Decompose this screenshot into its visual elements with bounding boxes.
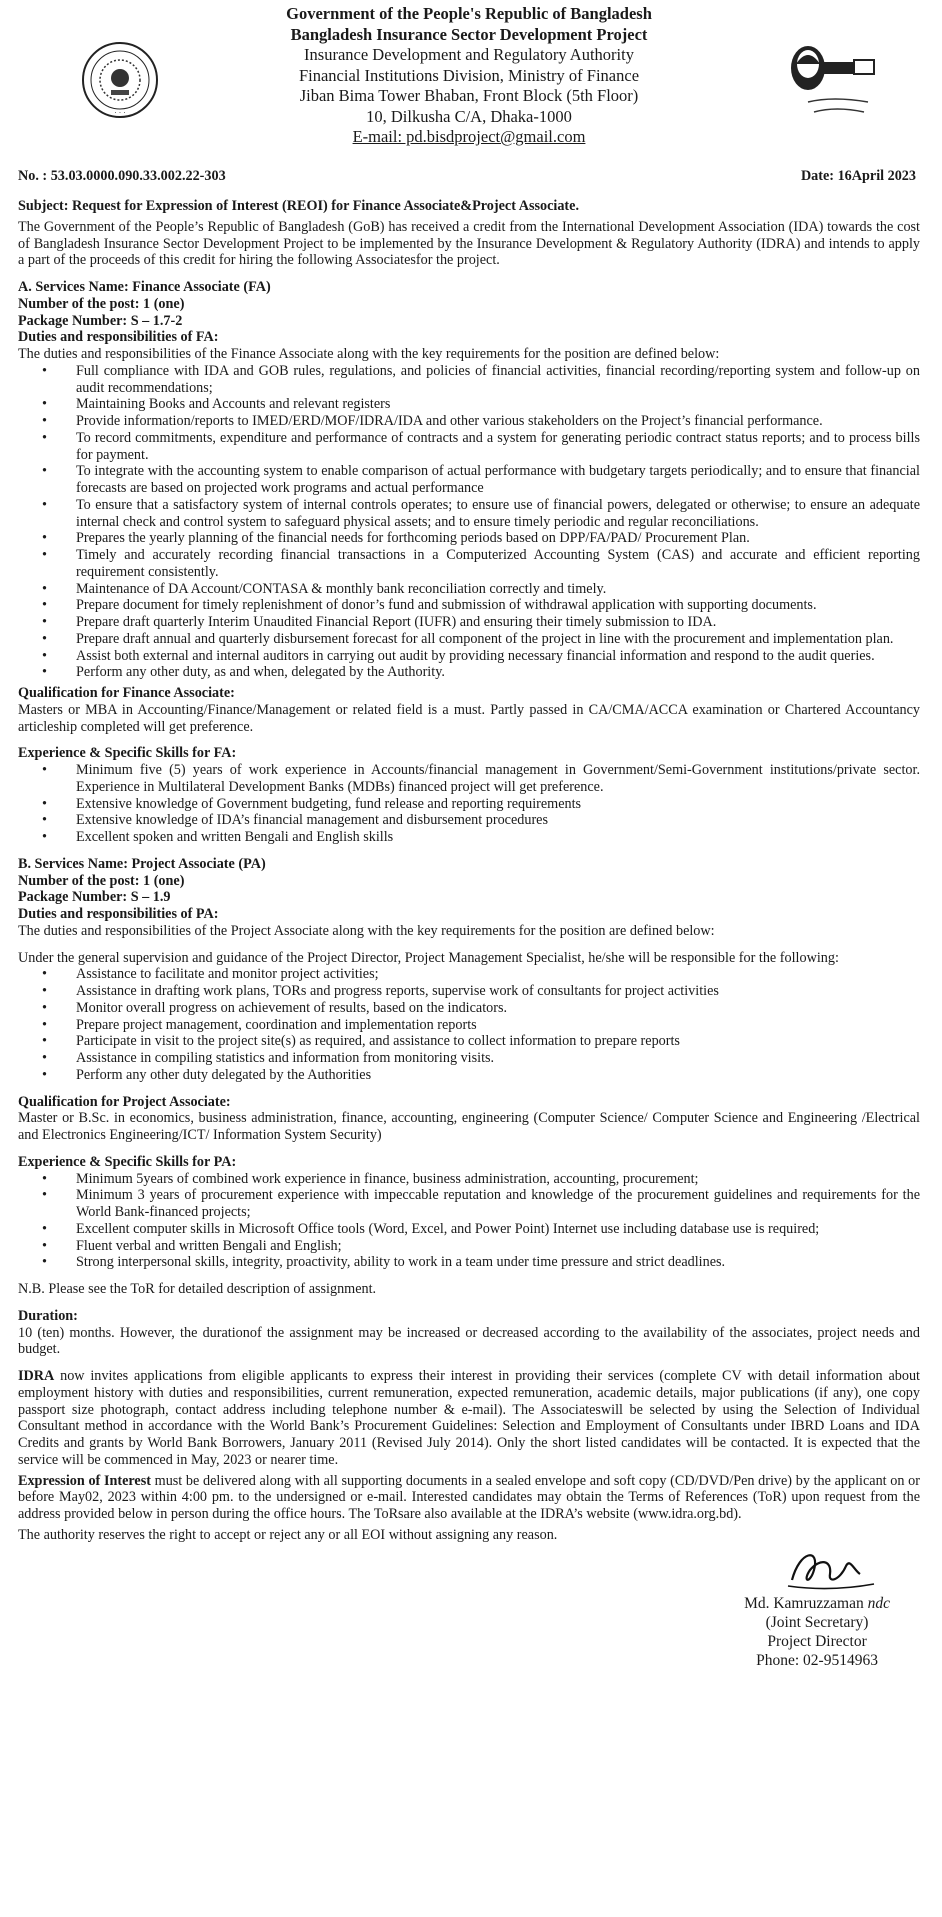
list-item: • Timely and accurately recording financial transactions in a Computerized Accounting System (CAS) and accurate and efficient reporting requirement consistently. [76, 547, 920, 581]
list-item: • Monitor overall progress on achievement of results, based on the indicators. [76, 1000, 920, 1017]
pa-qualification-heading: Qualification for Project Associate: [18, 1093, 231, 1110]
duration-heading: Duration: [18, 1307, 78, 1324]
section-a-posts: Number of the post: 1 (one) [18, 295, 185, 312]
fa-qualification-text: Masters or MBA in Accounting/Finance/Management or related field is a must. Partly passed in CA/CMA/ACCA examination or Chartered Accountancy articleship completed will get preference. [18, 701, 920, 735]
list-item: • Prepare project management, coordination and implementation reports [76, 1017, 920, 1034]
header-line-4: Financial Institutions Division, Ministry of Finance [298, 65, 640, 85]
letterhead [18, 0, 920, 168]
list-item: • Minimum 3 years of procurement experience with impeccable reputation and knowledge of the procurement guidelines and requirements for the World Bank-financed projects; [76, 1187, 920, 1221]
idra-text: now invites applications from eligible applicants to express their interest in providing their services (complete CV with detail information about employment history with duties and responsibilities, current remuneration, expected remuneration, academic details, major publications (if any), one copy passport size photograph, contact address including telephone number & e-mail). The Associateswill be selected by using the Selection of Individual Consultant method in accordance with the World Bank’s Procurement Guidelines: Selection and Employment of Consultants under IBRD Loans and IDA Credits and grants by World Bank Borrowers, January 2011 (Revised July 2014). Only the short listed candidates will be contacted. It is expected that the service will be commenced in May, 2023 or nearer time. [18, 1368, 920, 1468]
idra-lead: IDRA [18, 1368, 55, 1384]
signatory-title-2: Project Director [767, 1632, 867, 1650]
list-item: • Prepare document for timely replenishment of donor’s fund and submission of withdrawal application with supporting documents. [76, 597, 920, 614]
fa-duties-list [18, 363, 920, 681]
list-item: • Prepare draft quarterly Interim Unaudited Financial Report (IUFR) and ensuring their timely submission to IDA. [76, 614, 920, 631]
signatory-title-1: (Joint Secretary) [765, 1613, 869, 1631]
signatory-name-line [744, 1594, 890, 1613]
list-item: • Perform any other duty, as and when, delegated by the Authority. [76, 664, 920, 681]
list-item: • Assistance in compiling statistics and information from monitoring visits. [76, 1050, 920, 1067]
list-item: • Provide information/reports to IMED/ERD/MOF/IDRA/IDA and other various stakeholders on the Project’s financial performance. [76, 413, 920, 430]
fa-qualification-heading: Qualification for Finance Associate: [18, 685, 235, 701]
list-item: • Maintenance of DA Account/CONTASA & monthly bank reconciliation correctly and timely. [76, 581, 920, 598]
reference-row [18, 168, 920, 188]
list-item: • Assistance in drafting work plans, TORs and progress reports, supervise work of consultants for project activities [76, 983, 920, 1000]
list-item: • To ensure that a satisfactory system of internal controls operates; to ensure use of financial powers, delegated or otherwise; to ensure an adequate internal check and control system to safeguard physical assets; and to ensure timely periodic and regular reconciliations. [76, 497, 920, 531]
section-b-duties-intro: The duties and responsibilities of the Project Associate along with the key requirements for the position are defined below: [18, 922, 715, 939]
list-item: • Prepares the yearly planning of the financial needs for forthcoming periods based on DPP/FA/PAD/ Procurement Plan. [76, 530, 920, 547]
eoi-paragraph [18, 1473, 920, 1523]
list-item: • Extensive knowledge of Government budgeting, fund release and reporting requirements [76, 796, 920, 813]
pa-duties-list [18, 966, 920, 1083]
signatory-details [744, 1594, 890, 1670]
header-line-2: Bangladesh Insurance Sector Development Project [290, 24, 648, 44]
eoi-text: must be delivered along with all supporting documents in a sealed envelope and soft copy (CD/DVD/Pen drive) by the applicant on or before May02, 2023 within 4:00 pm. to the undersigned or e-mail. Interested candidates may obtain the Terms of References (ToR) upon request from the address provided below in person during the office hours. The ToRsare also available at the IDRA’s website (www.idra.org.bd). [18, 1472, 920, 1522]
reservation-note: The authority reserves the right to accept or reject any or all EOI without assigning any reason. [18, 1526, 558, 1543]
intro-paragraph: The Government of the People’s Republic of Bangladesh (GoB) has received a credit from the International Development Association (IDA) towards the cost of Bangladesh Insurance Sector Development Project to be implemented by the Insurance Development & Regulatory Authority (IDRA) and intends to apply a part of the proceeds of this credit for hiring the following Associatesfor the project. [18, 218, 920, 269]
section-b-package: Package Number: S – 1.9 [18, 889, 171, 906]
list-item: • Participate in visit to the project site(s) as required, and assistance to collect information to prepare reports [76, 1033, 920, 1050]
header-email[interactable]: E-mail: pd.bisdproject@gmail.com [352, 127, 586, 146]
svg-text:· · ·: · · · [114, 109, 126, 117]
header-line-1: Government of the People's Republic of Bangladesh [286, 4, 652, 23]
idra-paragraph [18, 1368, 920, 1469]
signature-block [18, 1544, 920, 1674]
list-item: • Minimum 5years of combined work experience in finance, business administration, accounting, procurement; [76, 1171, 920, 1188]
section-b-title: B. Services Name: Project Associate (PA) [18, 855, 266, 872]
subject-line: Subject: Request for Expression of Interest (REOI) for Finance Associate&Project Associate. [18, 198, 579, 214]
section-a-title: A. Services Name: Finance Associate (FA) [18, 279, 271, 295]
list-item: • Full compliance with IDA and GOB rules, regulations, and policies of financial activities, financial recording/reporting system and follow-up on audit recommendations; [76, 363, 920, 397]
header-line-6: 10, Dilkusha C/A, Dhaka-1000 [366, 106, 572, 126]
pa-qualification-text: Master or B.Sc. in economics, business administration, finance, accounting, engineering (Computer Science/ Computer Science and Engineering /Electrical and Electronics Engineering/ICT/ Information System Security) [18, 1110, 920, 1143]
list-item: • Excellent computer skills in Microsoft Office tools (Word, Excel, and Power Point) Internet use including database use is required; [76, 1221, 920, 1238]
list-item: • Strong interpersonal skills, integrity, proactivity, ability to work in a team under time pressure and strict deadlines. [76, 1254, 920, 1271]
list-item: • Minimum five (5) years of work experience in Accounts/financial management in Government/Semi-Government institutions/private sector. Experience in Multilateral Development Banks (MDBs) financed project will get preference. [76, 762, 920, 796]
section-a-package: Package Number: S – 1.7-2 [18, 312, 183, 329]
nb-note: N.B. Please see the ToR for detailed description of assignment. [18, 1281, 377, 1297]
list-item: • Assistance to facilitate and monitor project activities; [76, 966, 920, 983]
fa-experience-list [18, 762, 920, 846]
section-b-posts: Number of the post: 1 (one) [18, 872, 185, 889]
list-item: • Assist both external and internal auditors in carrying out audit by providing necessary financial information and respond to the audit queries. [76, 648, 920, 665]
pa-experience-list [18, 1171, 920, 1272]
list-item: • Fluent verbal and written Bengali and English; [76, 1238, 920, 1255]
list-item: • Excellent spoken and written Bengali and English skills [76, 829, 920, 846]
section-a-duties-heading: Duties and responsibilities of FA: [18, 329, 219, 346]
list-item: • Maintaining Books and Accounts and relevant registers [76, 396, 920, 413]
section-b-duties-heading: Duties and responsibilities of PA: [18, 906, 219, 922]
fa-experience-heading: Experience & Specific Skills for FA: [18, 745, 237, 762]
section-a-duties-intro: The duties and responsibilities of the Finance Associate along with the key requirements for the position are defined below: [18, 346, 720, 362]
signatory-suffix: ndc [867, 1594, 890, 1612]
duration-text: 10 (ten) months. However, the durationof the assignment may be increased or decreased according to the availability of the associates, project needs and budget. [18, 1324, 920, 1358]
handwritten-signature-icon [780, 1540, 880, 1600]
section-b-supervision: Under the general supervision and guidance of the Project Director, Project Management Specialist, he/she will be responsible for the following: [18, 949, 839, 966]
signatory-phone: Phone: 02-9514963 [756, 1651, 878, 1669]
header-line-3: Insurance Development and Regulatory Authority [304, 45, 634, 64]
list-item: • To integrate with the accounting system to enable comparison of actual performance with budgetary targets periodically; and to ensure that financial forecasts are based on projected work programs and actual performance [76, 463, 920, 497]
memo-date: Date: 16April 2023 [800, 168, 916, 184]
list-item: • Prepare draft annual and quarterly disbursement forecast for all component of the project in line with the procurement and implementation plan. [76, 631, 920, 648]
header-line-5: Jiban Bima Tower Bhaban, Front Block (5th Floor) [299, 86, 639, 105]
list-item: • To record commitments, expenditure and performance of contracts and a system for generating periodic contract status reports; and to process bills for payment. [76, 430, 920, 464]
list-item: • Perform any other duty delegated by the Authorities [76, 1067, 920, 1084]
memo-number: No. : 53.03.0000.090.33.002.22-303 [18, 168, 226, 184]
signatory-name: Md. Kamruzzaman [744, 1594, 864, 1612]
list-item: • Extensive knowledge of IDA’s financial management and disbursement procedures [76, 812, 920, 829]
eoi-lead: Expression of Interest [18, 1472, 151, 1489]
pa-experience-heading: Experience & Specific Skills for PA: [18, 1153, 237, 1170]
mujib-100-logo-icon [778, 36, 878, 126]
